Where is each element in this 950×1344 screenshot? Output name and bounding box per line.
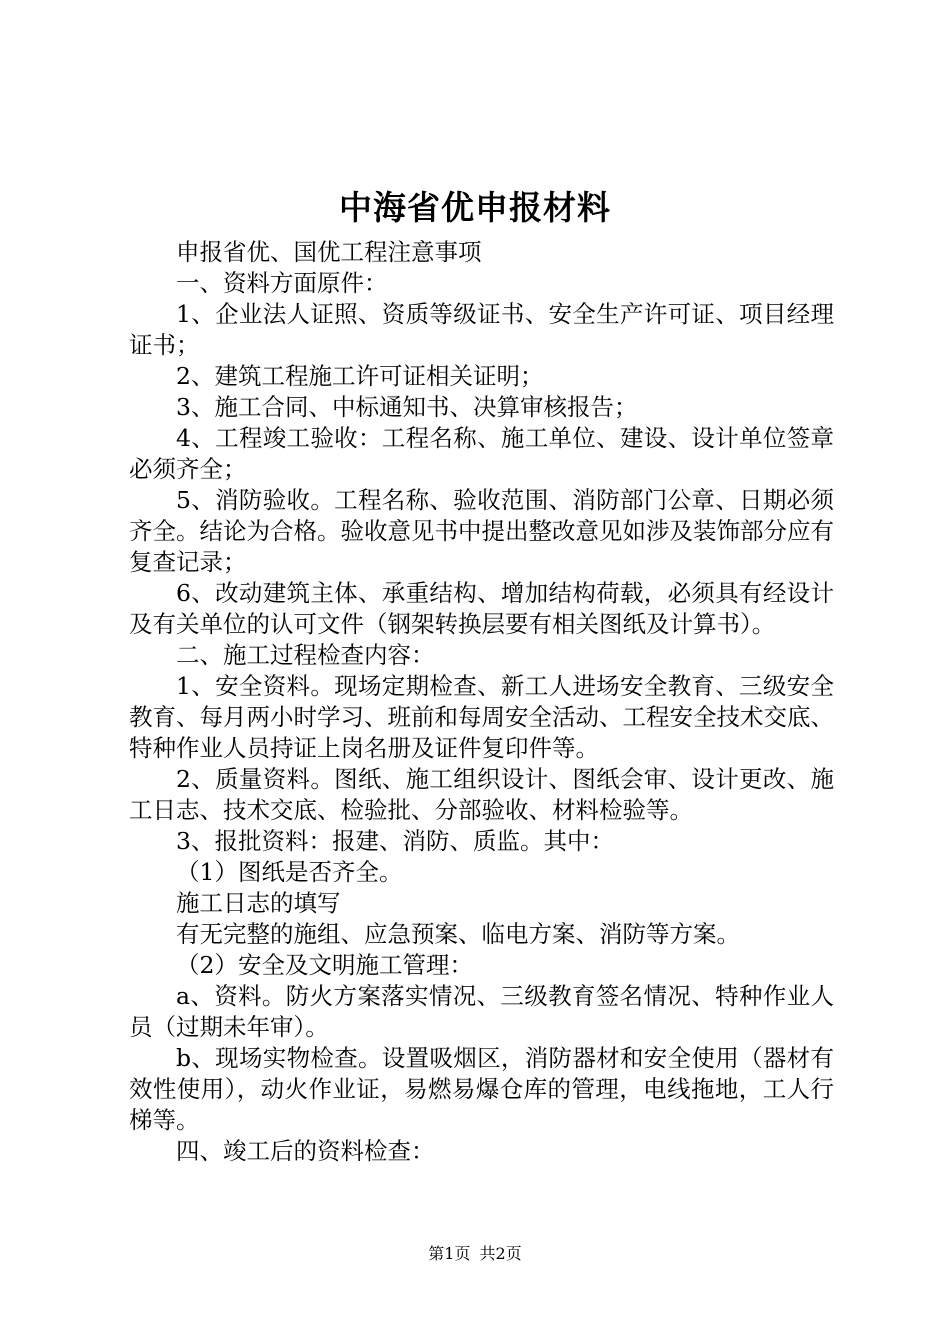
paragraph: 申报省优、国优工程注意事项	[176, 238, 482, 266]
paragraph: 4、工程竣工验收：工程名称、施工单位、建设、设计单位签章必须齐全；	[129, 424, 834, 483]
paragraph: a、资料。防火方案落实情况、三级教育签名情况、特种作业人员（过期未年审）。	[129, 982, 834, 1041]
paragraph: 1、安全资料。现场定期检查、新工人进场安全教育、三级安全教育、每月两小时学习、班前和每周安全活动、工程安全技术交底、特种作业人员持证上岗名册及证件复印件等。	[129, 672, 834, 762]
paragraph: 3、报批资料：报建、消防、质监。其中：	[176, 827, 614, 855]
paragraph: 有无完整的施组、应急预案、临电方案、消防等方案。	[176, 920, 740, 948]
paragraph: 5、消防验收。工程名称、验收范围、消防部门公章、日期必须齐全。结论为合格。验收意见书中提出整改意见如涉及装饰部分应有复查记录；	[129, 486, 834, 576]
paragraph: （2）安全及文明施工管理：	[176, 951, 473, 979]
paragraph: 2、质量资料。图纸、施工组织设计、图纸会审、设计更改、施工日志、技术交底、检验批、分部验收、材料检验等。	[129, 765, 834, 824]
page-total: 共2页	[479, 1244, 522, 1263]
paragraph: 2、建筑工程施工许可证相关证明；	[176, 362, 544, 390]
document-body	[129, 237, 834, 1167]
paragraph: 1、企业法人证照、资质等级证书、安全生产许可证、项目经理证书；	[129, 300, 834, 359]
document-title: 中海省优申报材料	[339, 188, 611, 227]
paragraph: 二、施工过程检查内容：	[176, 641, 435, 669]
paragraph: b、现场实物检查。设置吸烟区，消防器材和安全使用（器材有效性使用），动火作业证，易燃易爆仓库的管理，电线拖地，工人行梯等。	[129, 1044, 834, 1134]
paragraph: 四、竣工后的资料检查：	[176, 1137, 435, 1165]
paragraph: 3、施工合同、中标通知书、决算审核报告；	[176, 393, 638, 421]
paragraph: （1）图纸是否齐全。	[176, 858, 403, 886]
page-number: 第1页	[428, 1244, 471, 1263]
paragraph: 一、资料方面原件：	[176, 269, 388, 297]
paragraph: 施工日志的填写	[176, 889, 341, 917]
paragraph: 6、改动建筑主体、承重结构、增加结构荷载，必须具有经设计及有关单位的认可文件（钢架转换层要有相关图纸及计算书）。	[129, 579, 834, 638]
page-footer	[0, 1243, 950, 1265]
